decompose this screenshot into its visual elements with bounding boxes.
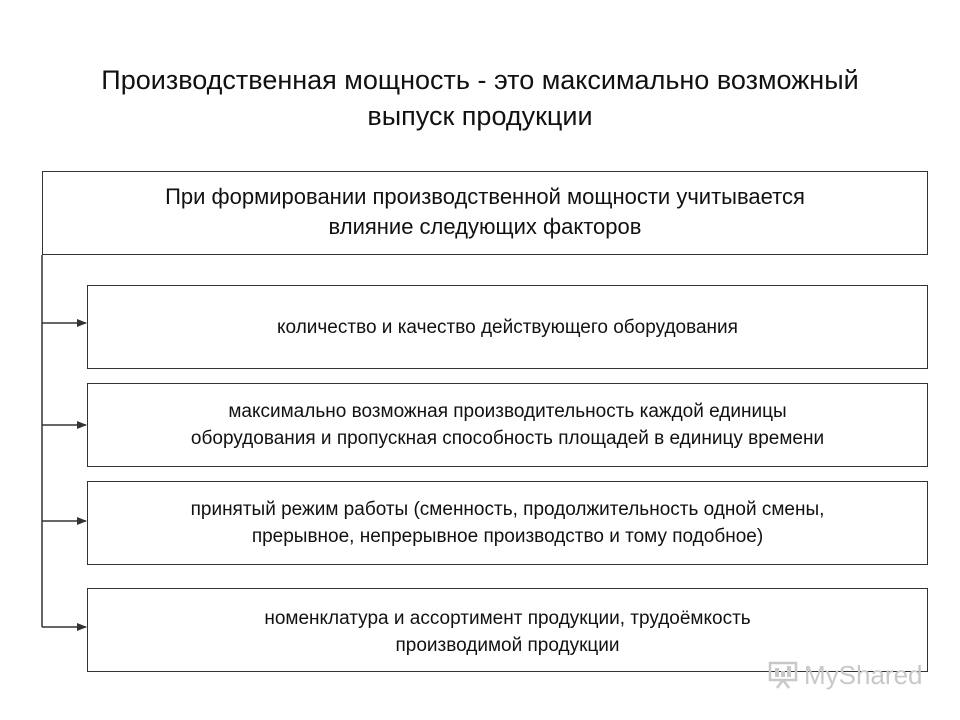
factors-header-line-2: влияние следующих факторов: [328, 214, 642, 239]
factor-3-line-1: принятый режим работы (сменность, продолжительность одной смены,: [190, 499, 825, 520]
slide-title-line-1: Производственная мощность - это максимально возможный: [101, 65, 859, 95]
factor-box-2: [87, 383, 928, 467]
factor-box-1: [87, 285, 928, 369]
watermark-logo: [766, 660, 923, 690]
factor-2-line-2: оборудования и пропускная способность площадей в единицу времени: [190, 428, 825, 449]
factor-4-line-1: номенклатура и ассортимент продукции, трудоёмкость: [264, 608, 751, 629]
factor-1-line-1: количество и качество действующего оборудования: [277, 316, 738, 338]
factor-3-line-2: прерывное, непрерывное производство и тому подобное): [251, 526, 764, 547]
factor-4-line-2: производимой продукции: [395, 635, 620, 656]
watermark-text: MyShared: [804, 660, 923, 690]
slide-title-line-2: выпуск продукции: [367, 101, 593, 131]
factor-box-3: [87, 481, 928, 565]
factor-2-line-1: максимально возможная производительность каждой единицы: [228, 401, 787, 422]
presentation-board-icon: [766, 660, 800, 690]
factors-header-line-1: При формировании производственной мощности учитывается: [165, 184, 805, 209]
